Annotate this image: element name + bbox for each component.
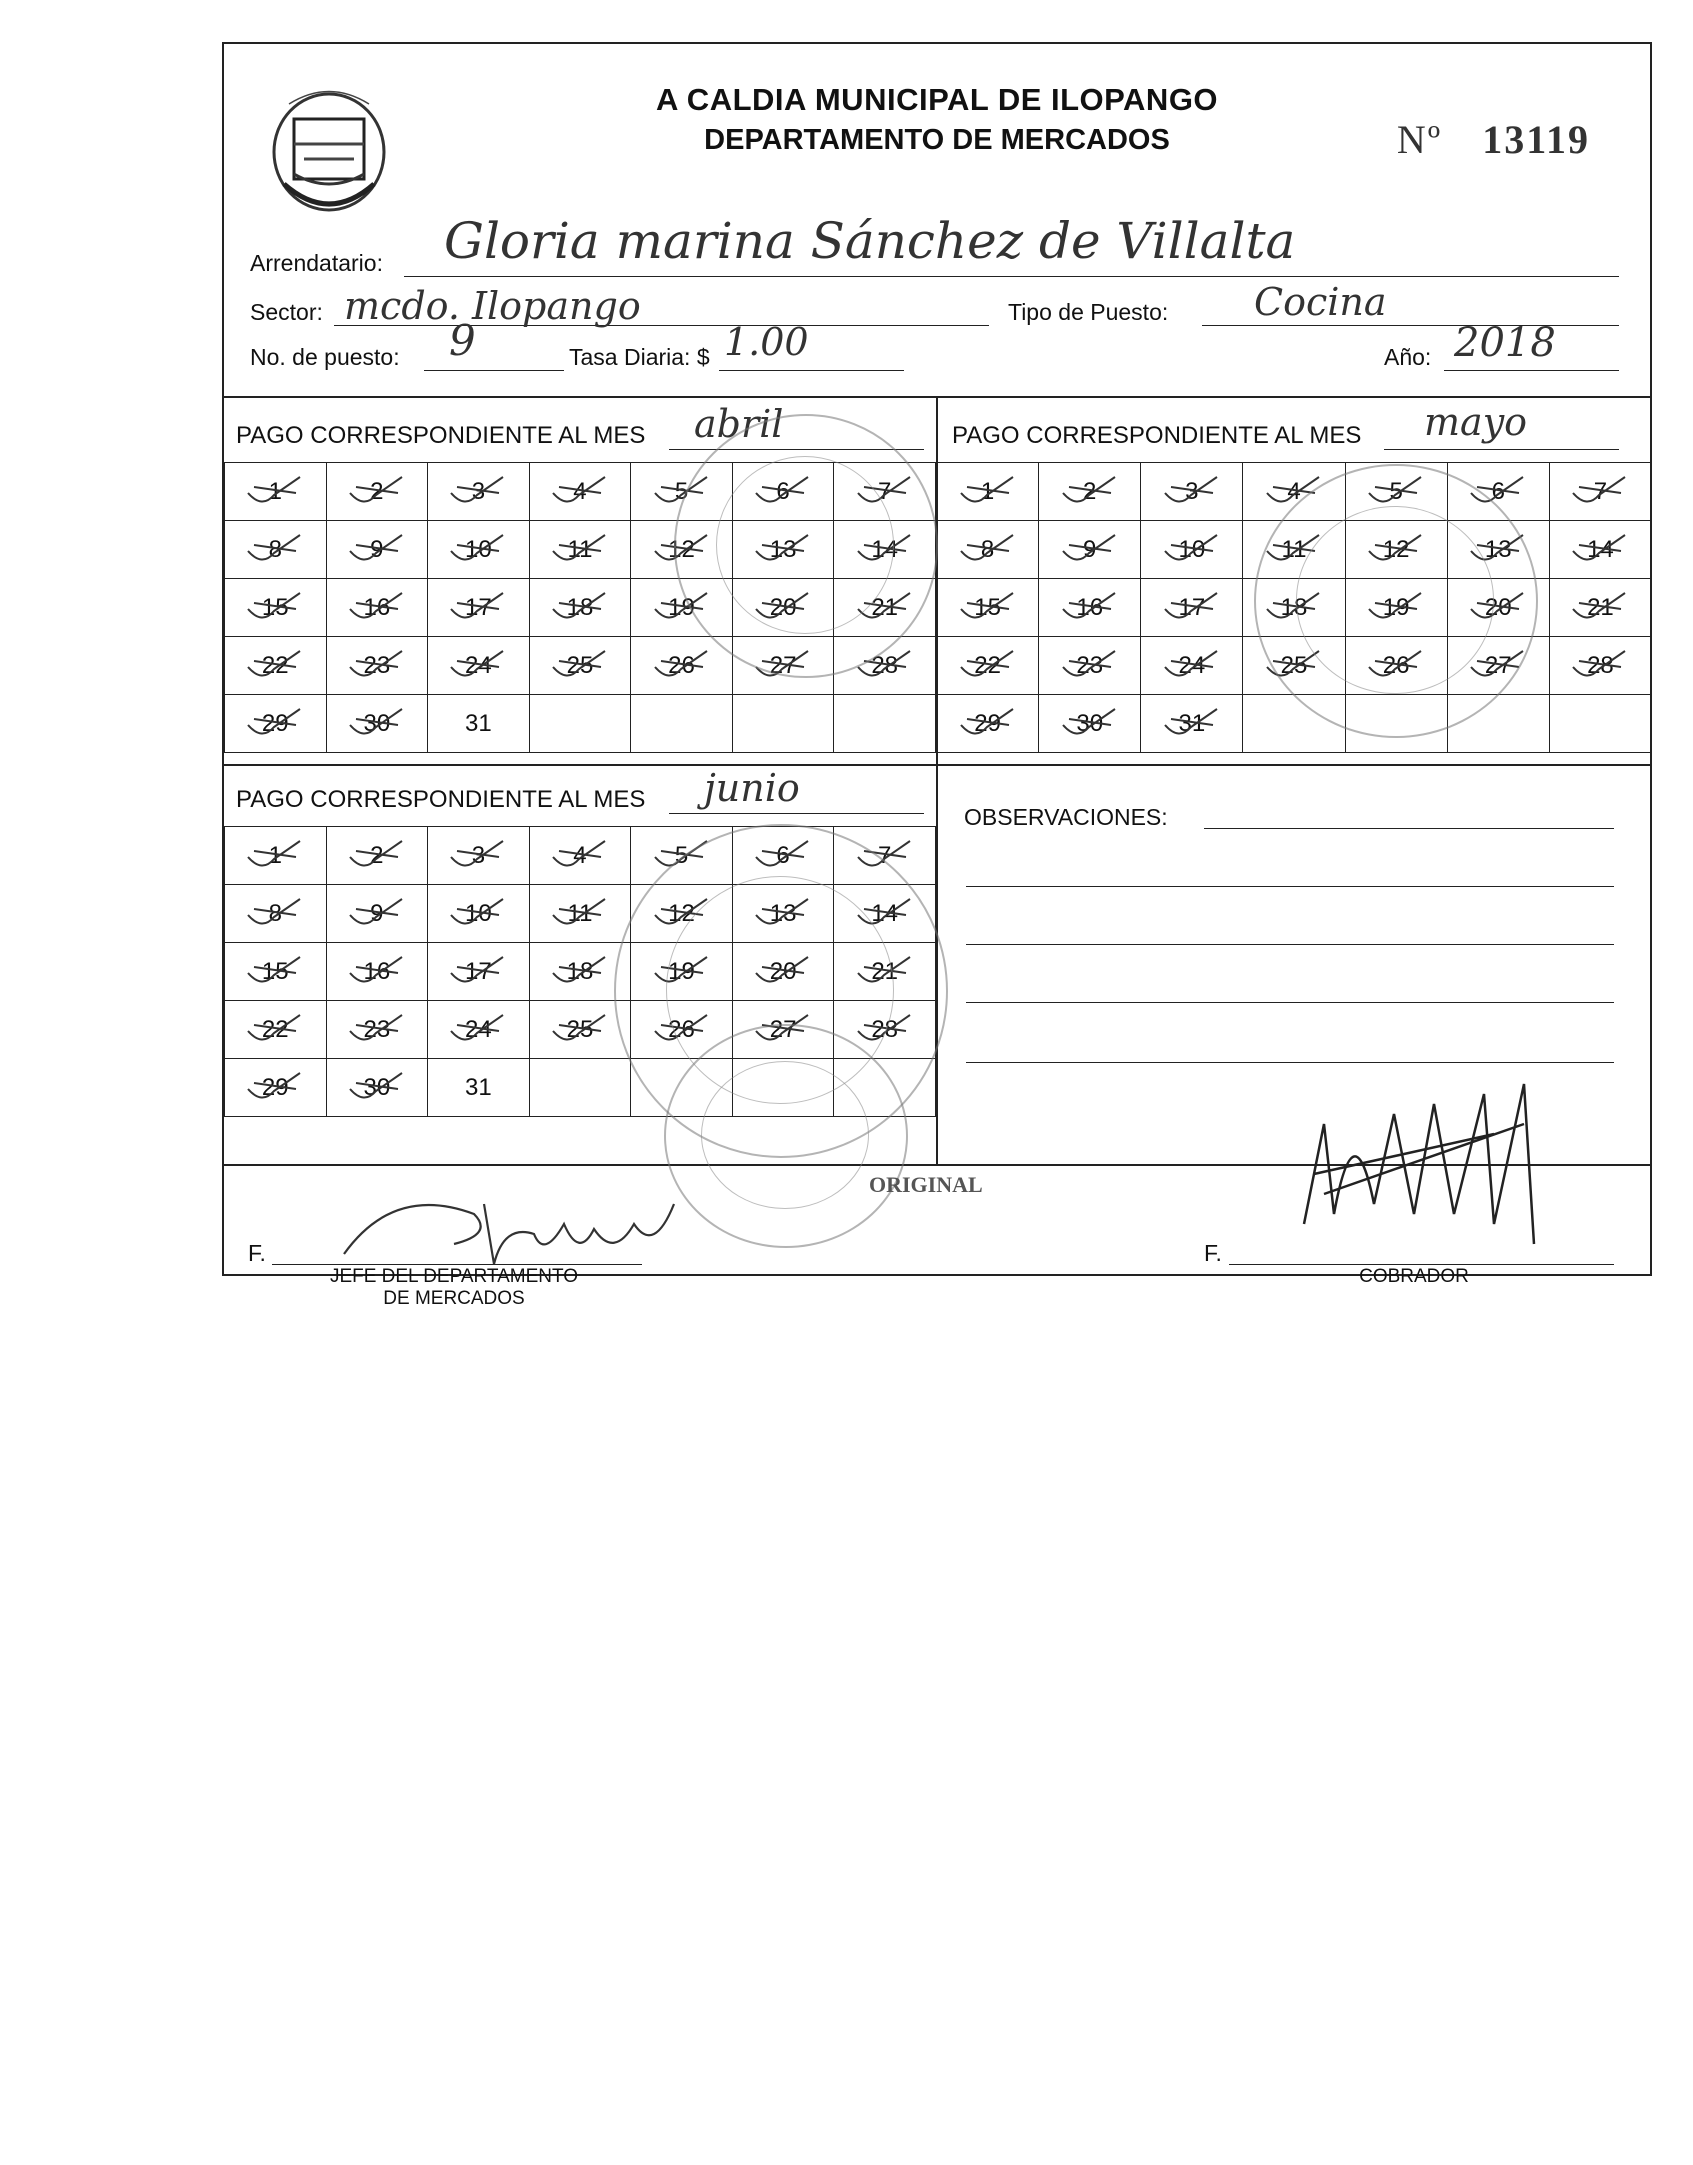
day-cell: [1549, 521, 1651, 579]
day-number: 26: [1382, 651, 1410, 679]
day-number: 21: [1587, 593, 1614, 621]
day-cell: [529, 521, 631, 579]
day-number: 27: [769, 651, 797, 679]
day-cell: [428, 943, 530, 1001]
day-cell: [225, 1059, 327, 1117]
month-1-label: PAGO CORRESPONDIENTE AL MES: [236, 422, 646, 449]
day-number: 19: [668, 957, 695, 985]
day-number: 8: [980, 535, 995, 563]
day-number: 15: [974, 593, 1001, 621]
day-number: 6: [1491, 477, 1505, 505]
day-number: 14: [871, 899, 899, 927]
day-number: 10: [1178, 535, 1206, 563]
day-number: 23: [1076, 651, 1104, 679]
receipt-form: [222, 42, 1652, 1309]
day-number: 26: [668, 651, 695, 679]
day-cell: [529, 579, 631, 637]
day-cell: [326, 943, 428, 1001]
day-cell: [225, 943, 327, 1001]
day-cell: [1141, 579, 1243, 637]
day-cell: [1039, 579, 1141, 637]
day-number: 2: [370, 841, 384, 869]
day-number: 24: [465, 651, 492, 679]
day-number: 25: [566, 651, 594, 679]
day-number: 28: [1587, 651, 1614, 679]
day-cell: [937, 637, 1039, 695]
day-cell: [937, 579, 1039, 637]
day-cell: [225, 579, 327, 637]
day-cell: [428, 637, 530, 695]
day-number: 21: [871, 957, 899, 985]
day-number: 25: [1280, 651, 1308, 679]
day-number: 4: [573, 841, 587, 869]
day-number: 7: [1593, 477, 1608, 505]
puesto-line: [424, 370, 564, 371]
calendar-row: [225, 695, 936, 753]
day-number: 27: [769, 1015, 797, 1043]
puesto-label: No. de puesto:: [250, 344, 400, 370]
day-cell: [1039, 521, 1141, 579]
day-number: 11: [1281, 535, 1307, 563]
day-number: 30: [1076, 709, 1104, 737]
day-number: 13: [1484, 535, 1512, 563]
day-number: 17: [1178, 593, 1206, 621]
observaciones-label: OBSERVACIONES:: [964, 804, 1168, 830]
title-department: DEPARTAMENTO DE MERCADOS: [704, 124, 1170, 156]
day-cell: [937, 463, 1039, 521]
right-signature-line: [1229, 1264, 1614, 1265]
day-number: 7: [878, 477, 892, 505]
day-cell: [428, 463, 530, 521]
day-number: 5: [674, 841, 689, 869]
day-number: 14: [1587, 535, 1614, 563]
empty-cell: [732, 695, 834, 753]
stamp-may: [1254, 464, 1538, 738]
observaciones-line-5: [966, 1062, 1614, 1063]
day-number: 19: [668, 593, 695, 621]
day-cell: [225, 827, 327, 885]
day-cell: [326, 579, 428, 637]
day-number: 9: [370, 535, 384, 563]
tasa-label: Tasa Diaria: $: [569, 344, 710, 370]
day-cell: [326, 637, 428, 695]
day-number: 16: [363, 957, 391, 985]
number-label: Nº: [1396, 117, 1443, 162]
day-number: 13: [769, 535, 797, 563]
day-number: 29: [974, 709, 1001, 737]
day-number: 15: [261, 593, 289, 621]
day-number: 25: [566, 1015, 594, 1043]
day-cell: [428, 885, 530, 943]
observaciones-line-3: [966, 944, 1614, 945]
day-number: 19: [1382, 593, 1410, 621]
empty-cell: [529, 1059, 631, 1117]
day-number: 13: [769, 899, 797, 927]
tipo-line: [1202, 325, 1619, 326]
day-number: 3: [471, 841, 486, 869]
day-number: 10: [465, 535, 492, 563]
day-number: 30: [363, 709, 391, 737]
day-cell: [326, 1059, 428, 1117]
month-2-value: mayo: [1424, 400, 1528, 444]
empty-cell: [834, 695, 936, 753]
month-3-line: [669, 813, 924, 814]
day-cell: [326, 885, 428, 943]
day-number: 7: [878, 841, 892, 869]
day-number: 9: [370, 899, 384, 927]
day-cell: [225, 521, 327, 579]
day-number: 6: [776, 477, 790, 505]
arrendatario-line: [404, 276, 1619, 277]
day-cell: [225, 1001, 327, 1059]
separator-row2: [224, 764, 1650, 766]
left-signature-caption-2: DE MERCADOS: [383, 1288, 525, 1309]
left-signature-prefix: F.: [248, 1240, 266, 1266]
day-cell: [225, 695, 327, 753]
day-number: 5: [1389, 477, 1403, 505]
right-signature-caption: COBRADOR: [1359, 1266, 1469, 1287]
day-cell: [1141, 521, 1243, 579]
day-cell: [529, 463, 631, 521]
receipt-number: [1397, 116, 1590, 163]
day-cell: [428, 521, 530, 579]
observaciones-line-4: [966, 1002, 1614, 1003]
day-cell: [1141, 695, 1243, 753]
observaciones-line-1: [1204, 828, 1614, 829]
day-number: 8: [268, 899, 282, 927]
day-cell: [326, 695, 428, 753]
day-number: 1: [268, 477, 282, 505]
day-cell: [428, 827, 530, 885]
day-number: 10: [465, 899, 492, 927]
day-number: 24: [1178, 651, 1206, 679]
empty-cell: [631, 695, 733, 753]
anio-label: Año:: [1384, 344, 1432, 370]
day-number: 1: [980, 477, 995, 505]
anio-line: [1444, 370, 1619, 371]
arrendatario-label: Arrendatario:: [250, 250, 383, 276]
day-cell: [326, 463, 428, 521]
stamp-bottom: [664, 1024, 908, 1248]
month-3-label: PAGO CORRESPONDIENTE AL MES: [236, 786, 646, 813]
month-2-line: [1384, 449, 1619, 450]
day-cell: [428, 695, 530, 753]
day-number: 23: [363, 1015, 391, 1043]
day-number: 12: [668, 535, 695, 563]
tipo-label: Tipo de Puesto:: [1008, 299, 1169, 325]
day-number: 15: [261, 957, 289, 985]
day-number: 2: [1083, 477, 1097, 505]
day-number: 20: [769, 957, 797, 985]
day-number: 31: [465, 709, 492, 737]
day-cell: [1549, 637, 1651, 695]
anio-value: 2018: [1454, 320, 1556, 366]
number-value: 13119: [1482, 117, 1590, 162]
right-signature-scribble: [1294, 1064, 1574, 1264]
observaciones-line-2: [966, 886, 1614, 887]
day-cell: [326, 827, 428, 885]
day-number: 22: [261, 1015, 289, 1043]
stamp-april: [674, 414, 938, 678]
arrendatario-value: Gloria marina Sánchez de Villalta: [444, 212, 1296, 270]
document-sheet: [88, 0, 1614, 1310]
day-number: 31: [1178, 709, 1206, 737]
day-number: 22: [974, 651, 1001, 679]
day-cell: [1141, 463, 1243, 521]
day-cell: [529, 637, 631, 695]
sector-label: Sector:: [250, 299, 323, 325]
day-cell: [1039, 695, 1141, 753]
month-3-value: junio: [704, 766, 800, 810]
tasa-value: 1.00: [724, 320, 809, 364]
sector-value: mcdo. Ilopango: [344, 284, 641, 328]
left-signature-scribble: [334, 1164, 694, 1274]
tipo-value: Cocina: [1254, 280, 1387, 324]
left-signature-caption-1: JEFE DEL DEPARTAMENTO: [329, 1266, 579, 1287]
day-number: 28: [871, 651, 899, 679]
day-cell: [1141, 637, 1243, 695]
day-number: 26: [668, 1015, 695, 1043]
day-number: 2: [370, 477, 384, 505]
day-number: 5: [674, 477, 689, 505]
day-number: 17: [465, 593, 492, 621]
calendar-row: [937, 695, 1652, 753]
day-number: 14: [871, 535, 899, 563]
day-number: 3: [471, 477, 486, 505]
day-number: 1: [268, 841, 282, 869]
day-cell: [326, 1001, 428, 1059]
original-label: ORIGINAL: [869, 1172, 983, 1197]
day-cell: [937, 521, 1039, 579]
month-1-value: abril: [694, 402, 784, 446]
day-number: 17: [465, 957, 492, 985]
day-number: 31: [465, 1073, 492, 1101]
day-cell: [326, 521, 428, 579]
day-number: 22: [261, 651, 289, 679]
day-number: 12: [1382, 535, 1410, 563]
day-cell: [225, 637, 327, 695]
day-cell: [1039, 463, 1141, 521]
day-cell: [937, 695, 1039, 753]
day-number: 18: [566, 593, 594, 621]
day-number: 4: [573, 477, 587, 505]
day-number: 8: [268, 535, 282, 563]
day-number: 3: [1185, 477, 1199, 505]
day-cell: [529, 885, 631, 943]
day-number: 6: [776, 841, 790, 869]
day-number: 30: [363, 1073, 391, 1101]
right-signature-prefix: F.: [1204, 1240, 1222, 1266]
empty-cell: [529, 695, 631, 753]
day-number: 16: [363, 593, 391, 621]
day-number: 29: [261, 1073, 289, 1101]
day-number: 20: [1484, 593, 1512, 621]
day-cell: [631, 637, 733, 695]
day-number: 20: [769, 593, 797, 621]
day-cell: [1549, 463, 1651, 521]
day-cell: [225, 463, 327, 521]
month-2-label: PAGO CORRESPONDIENTE AL MES: [952, 422, 1362, 449]
day-number: 27: [1484, 651, 1512, 679]
day-number: 11: [567, 535, 593, 563]
empty-cell: [1549, 695, 1651, 753]
day-number: 28: [871, 1015, 899, 1043]
day-cell: [428, 1059, 530, 1117]
day-cell: [428, 1001, 530, 1059]
day-number: 29: [261, 709, 289, 737]
day-number: 11: [567, 899, 593, 927]
tasa-line: [719, 370, 904, 371]
day-number: 18: [1280, 593, 1308, 621]
day-number: 9: [1083, 535, 1097, 563]
title-municipality: A CALDIA MUNICIPAL DE ILOPANGO: [655, 82, 1219, 117]
day-cell: [428, 579, 530, 637]
day-cell: [1039, 637, 1141, 695]
day-number: 12: [668, 899, 695, 927]
day-number: 23: [363, 651, 391, 679]
day-number: 18: [566, 957, 594, 985]
day-number: 16: [1076, 593, 1104, 621]
day-number: 21: [871, 593, 899, 621]
day-number: 24: [465, 1015, 492, 1043]
day-cell: [225, 885, 327, 943]
day-cell: [529, 827, 631, 885]
puesto-value: 9: [449, 316, 476, 365]
day-number: 4: [1287, 477, 1301, 505]
day-cell: [1549, 579, 1651, 637]
